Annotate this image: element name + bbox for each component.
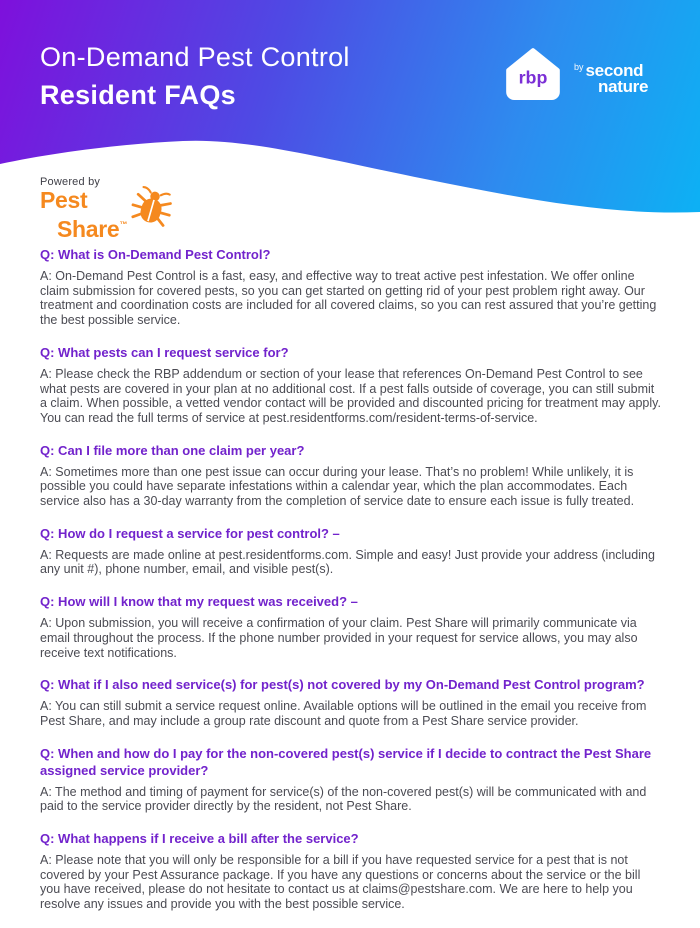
pest-share-wordmark	[40, 187, 128, 242]
faq-question: Q: How will I know that my request was received? –	[40, 594, 358, 610]
faq-question: Q: What happens if I receive a bill after the service?	[40, 831, 359, 847]
faq-item	[40, 525, 662, 577]
faq-question: Q: What if I also need service(s) for pest(s) not covered by my On-Demand Pest Control program?	[40, 677, 645, 693]
page-title	[40, 42, 350, 111]
faq-question: Q: Can I file more than one claim per year?	[40, 442, 305, 458]
by-label: by	[574, 62, 584, 72]
rbp-second-nature-logo	[501, 44, 648, 108]
second-nature-wordmark	[574, 60, 648, 94]
faq-item	[40, 442, 662, 509]
faq-list	[40, 246, 662, 928]
faq-answer: A: Please note that you will only be responsible for a bill if you have requested service for a pest that is not covered by your Pest Assurance package. If you have any questions or concerns about the service or the bill you have received, please do not hesitate to contact us at claims@pestshare.com. We are here to help you resolve any issues and provide you with the best possible service.	[40, 853, 641, 912]
pest-share-logo	[40, 176, 173, 240]
faq-item	[40, 745, 662, 814]
bug-icon	[131, 186, 173, 228]
faq-question: Q: When and how do I pay for the non-covered pest(s) service if I decide to contract the Pest Share assigned service provider?	[40, 745, 652, 778]
faq-item	[40, 830, 662, 912]
faq-answer: A: You can still submit a service request online. Available options will be outlined in the email you receive from Pest Share, and may include a group rate discount and quote from a Pest Share service provider.	[40, 699, 647, 728]
faq-question: Q: How do I request a service for pest control? –	[40, 525, 340, 541]
pest-share-word-pest: Pest	[40, 187, 88, 213]
faq-question: Q: What pests can I request service for?	[40, 344, 289, 360]
faq-answer: A: On-Demand Pest Control is a fast, easy, and effective way to treat active pest infestation. We offer online claim submission for covered pests, so you can get started on getting rid of your pest problem right away. Our treatment and coordination costs are included for all covered claims, so you can rest assured that you’re getting the best possible service.	[40, 269, 657, 328]
faq-item	[40, 246, 662, 328]
faq-question: Q: What is On-Demand Pest Control?	[40, 247, 271, 262]
page-title-line1: On-Demand Pest Control	[40, 42, 350, 72]
faq-answer: A: Sometimes more than one pest issue can occur during your lease. That’s no problem! While unlikely, it is possible you could have separate infestations within a calendar year, which the plan accommodates. Each service also has a 30-day warranty from the completion of service date to ensure each issue is fully treated.	[40, 464, 635, 509]
faq-item	[40, 593, 662, 660]
faq-item	[40, 676, 662, 728]
trademark-symbol: ™	[119, 220, 128, 229]
partner-name-line2: nature	[598, 77, 649, 96]
faq-answer: A: Upon submission, you will receive a confirmation of your claim. Pest Share will primarily communicate via email throughout the process. If the phone number provided in your request for service allows, you may also receive text notifications.	[40, 616, 638, 660]
faq-answer: A: Requests are made online at pest.residentforms.com. Simple and easy! Just provide your address (including any unit #), phone number, email, and visible pest(s).	[40, 547, 655, 577]
powered-by-label: Powered by	[40, 176, 101, 188]
rbp-logo-text: rbp	[518, 67, 548, 88]
rbp-house-icon	[501, 44, 565, 108]
faq-item	[40, 344, 662, 426]
page-title-line2: Resident FAQs	[40, 80, 236, 110]
faq-answer: A: The method and timing of payment for service(s) of the non-covered pest(s) will be communicated with and paid to the service provider directly by the resident, not Pest Share.	[40, 784, 647, 814]
partner-name-line1: second	[585, 61, 644, 80]
pest-share-word-share: Share™	[57, 216, 128, 242]
faq-answer: A: Please check the RBP addendum or section of your lease that references On-Demand Pest Control to see what pests are covered in your plan at no additional cost. If a pest falls outside of coverage, you can still submit a claim. When possible, a vetted vendor contact will be provided and discounted pricing for treatment may apply. You can read the full terms of service at pest.residentforms.com/resident-terms-of-service.	[40, 366, 661, 425]
